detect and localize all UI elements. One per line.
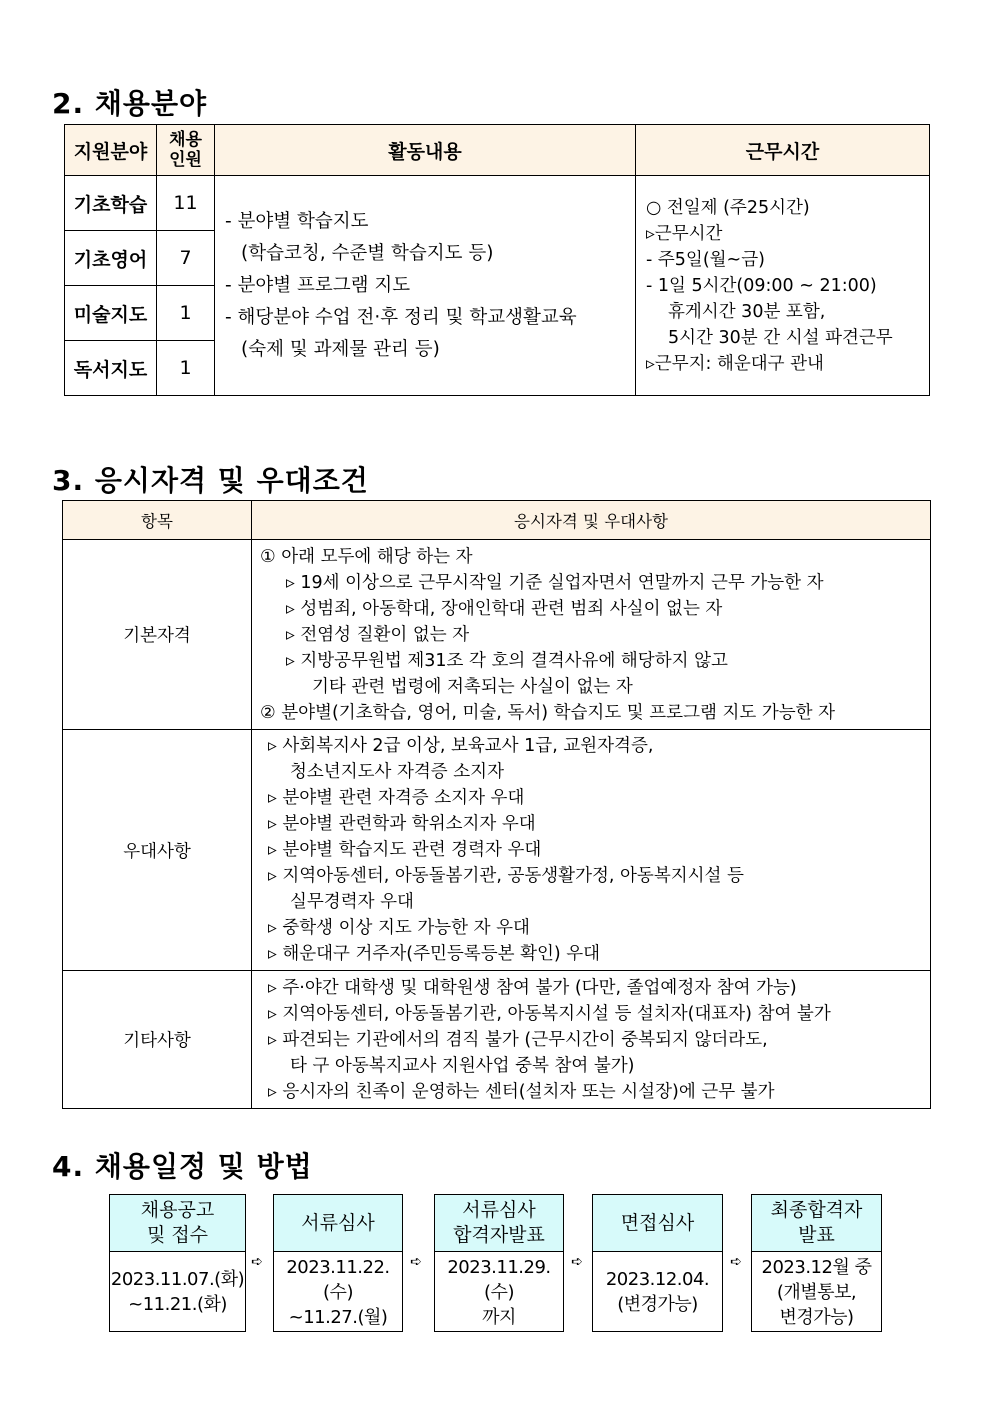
schedule-step-interview (592, 1194, 723, 1332)
table-row (65, 176, 930, 231)
field-count: 1 (157, 341, 215, 396)
table-row (63, 540, 931, 730)
table-header-row (63, 501, 931, 540)
field-name: 기초영어 (65, 231, 157, 286)
table-header-row (65, 125, 930, 176)
header-field: 지원분야 (65, 125, 157, 176)
header-hours: 근무시간 (636, 125, 930, 176)
step-date: 2023.12.04. (변경가능) (605, 1269, 710, 1315)
step-name: 채용공고 및 접수 (110, 1195, 245, 1252)
step-name: 서류심사 합격자발표 (435, 1195, 563, 1252)
arrow-icon: ➪ (251, 1254, 263, 1270)
qualification-table (62, 500, 931, 1109)
step-date: 2023.11.22.(수) ~11.27.(월) (286, 1256, 390, 1328)
section-4-title: 4. 채용일정 및 방법 (52, 1150, 313, 1183)
field-name: 기초학습 (65, 176, 157, 231)
activity-content: - 분야별 학습지도 (학습코칭, 수준별 학습지도 등) - 분야별 프로그램 지도 - 해당분야 수업 전·후 정리 및 학교생활교육 (숙제 및 과제물 관리 등) (215, 176, 636, 396)
preferred-label: 우대사항 (63, 730, 252, 971)
step-name: 면접심사 (593, 1195, 722, 1252)
schedule-step-announcement (109, 1194, 246, 1332)
field-count: 1 (157, 286, 215, 341)
arrow-icon: ➪ (730, 1254, 742, 1270)
step-name: 최종합격자 발표 (752, 1195, 881, 1252)
basic-qualification-content: ① 아래 모두에 해당 하는 자 ▹ 19세 이상으로 근무시작일 기준 실업자면서 연말까지 근무 가능한 자 ▹ 성범죄, 아동학대, 장애인학대 관련 범죄 사실이 없는 자 ▹ 전염성 질환이 없는 자 ▹ 지방공무원법 제31조 각 호의 결격사유에 해당하지 않고 기타 관련 법령에 저촉되는 사실이 없는 자 ② 분야별(기초학습, 영어, 미술, 독서) 학습지도 및 프로그램 지도 가능한 자 (252, 540, 931, 730)
field-name: 독서지도 (65, 341, 157, 396)
header-detail: 응시자격 및 우대사항 (252, 501, 931, 540)
basic-qualification-label: 기본자격 (63, 540, 252, 730)
arrow-icon: ➪ (410, 1254, 422, 1270)
schedule-step-final (751, 1194, 882, 1332)
step-date: 2023.11.07.(화) ~11.21.(화) (110, 1269, 245, 1315)
schedule-step-document-result (434, 1194, 564, 1332)
preferred-content: ▹ 사회복지사 2급 이상, 보육교사 1급, 교원자격증, 청소년지도사 자격증 소지자 ▹ 분야별 관련 자격증 소지자 우대 ▹ 분야별 관련학과 학위소지자 우대 ▹ 분야별 학습지도 관련 경력자 우대 ▹ 지역아동센터, 아동돌봄기관, 공동생활가정, 아동복지시설 등 실무경력자 우대 ▹ 중학생 이상 지도 가능한 자 우대 ▹ 해운대구 거주자(주민등록등본 확인) 우대 (252, 730, 931, 971)
schedule-step-document-review (273, 1194, 403, 1332)
header-activity: 활동내용 (215, 125, 636, 176)
step-date: 2023.11.29.(수) 까지 (447, 1256, 551, 1328)
recruitment-field-table (64, 124, 930, 396)
other-label: 기타사항 (63, 971, 252, 1109)
work-hours-content: ○ 전일제 (주25시간) ▹근무시간 - 주5일(월~금) - 1일 5시간(09:00 ~ 21:00) 휴게시간 30분 포함, 5시간 30분 간 시설 파견근무 ▹근무지: 해운대구 관내 (636, 176, 930, 396)
arrow-icon: ➪ (571, 1254, 583, 1270)
header-count: 채용 인원 (157, 125, 215, 176)
other-content: ▹ 주·야간 대학생 및 대학원생 참여 불가 (다만, 졸업예정자 참여 가능) ▹ 지역아동센터, 아동돌봄기관, 아동복지시설 등 설치자(대표자) 참여 불가 ▹ 파견되는 기관에서의 겸직 불가 (근무시간이 중복되지 않더라도, 타 구 아동복지교사 지원사업 중복 참여 불가) ▹ 응시자의 친족이 운영하는 센터(설치자 또는 시설장)에 근무 불가 (252, 971, 931, 1109)
table-row (63, 971, 931, 1109)
section-3-title: 3. 응시자격 및 우대조건 (52, 464, 369, 497)
section-2-title: 2. 채용분야 (52, 87, 208, 120)
field-count: 11 (157, 176, 215, 231)
header-item: 항목 (63, 501, 252, 540)
step-name: 서류심사 (274, 1195, 402, 1252)
table-row (63, 730, 931, 971)
field-count: 7 (157, 231, 215, 286)
field-name: 미술지도 (65, 286, 157, 341)
step-date: 2023.12월 중 (개별통보, 변경가능) (761, 1256, 872, 1328)
